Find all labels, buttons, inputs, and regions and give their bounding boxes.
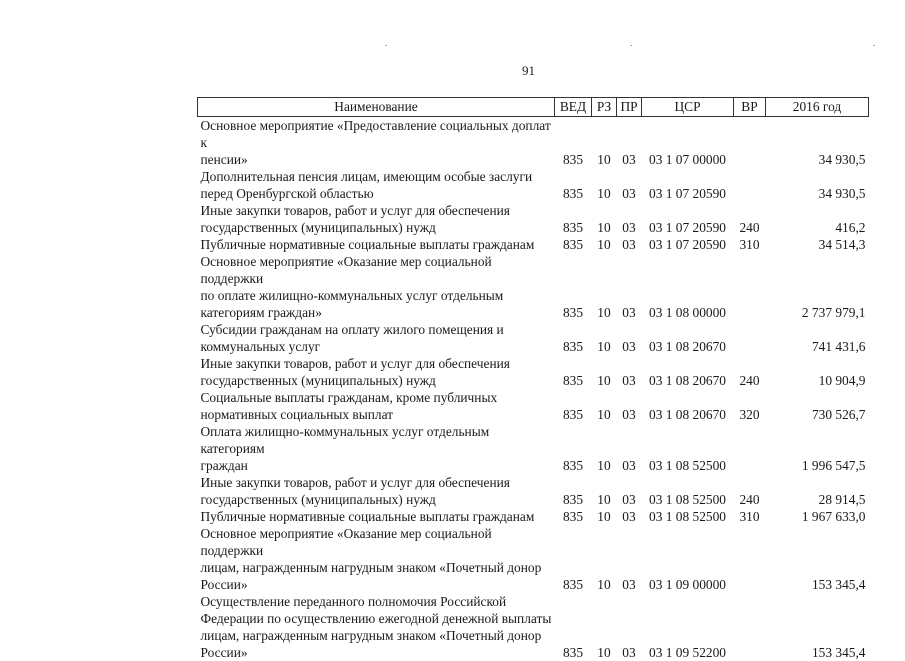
row-rz: 10: [592, 117, 617, 169]
row-csr: 03 1 07 20590: [642, 202, 734, 236]
row-ved: 835: [555, 474, 592, 508]
header-ved: ВЕД: [555, 98, 592, 117]
row-csr: 03 1 08 20670: [642, 355, 734, 389]
row-name: Публичные нормативные социальные выплаты гражданам: [198, 236, 555, 253]
row-vr: 310: [734, 236, 766, 253]
row-name: Основное мероприятие «Предоставление социальных доплат к пенсии»: [198, 117, 555, 169]
header-pr: ПР: [617, 98, 642, 117]
row-vr: [734, 423, 766, 474]
row-vr: [734, 321, 766, 355]
table-row: [198, 236, 869, 253]
row-pr: 03: [617, 593, 642, 661]
header-year: 2016 год: [766, 98, 869, 117]
row-pr: 03: [617, 423, 642, 474]
row-vr: 310: [734, 508, 766, 525]
row-name: Оплата жилищно-коммунальных услуг отдельным категориям граждан: [198, 423, 555, 474]
row-vr: 240: [734, 355, 766, 389]
row-ved: 835: [555, 525, 592, 593]
row-pr: 03: [617, 508, 642, 525]
row-csr: 03 1 08 20670: [642, 321, 734, 355]
table-row: [198, 508, 869, 525]
table-row: [198, 253, 869, 321]
row-ved: 835: [555, 202, 592, 236]
row-ved: 835: [555, 423, 592, 474]
table-body: [198, 117, 869, 661]
table-header-row: [198, 98, 869, 117]
page-number: 91: [522, 63, 535, 79]
row-vr: [734, 253, 766, 321]
row-rz: 10: [592, 355, 617, 389]
row-vr: [734, 168, 766, 202]
budget-table: [197, 97, 869, 661]
row-amount: 34 930,5: [766, 168, 869, 202]
row-rz: 10: [592, 168, 617, 202]
row-name: Иные закупки товаров, работ и услуг для обеспечения государственных (муниципальных) нужд: [198, 474, 555, 508]
row-csr: 03 1 09 52200: [642, 593, 734, 661]
row-pr: 03: [617, 117, 642, 169]
row-rz: 10: [592, 389, 617, 423]
row-rz: 10: [592, 525, 617, 593]
header-name: Наименование: [198, 98, 555, 117]
row-vr: 320: [734, 389, 766, 423]
row-csr: 03 1 08 00000: [642, 253, 734, 321]
row-name: Субсидии гражданам на оплату жилого помещения и коммунальных услуг: [198, 321, 555, 355]
row-name: Публичные нормативные социальные выплаты гражданам: [198, 508, 555, 525]
table-row: [198, 474, 869, 508]
row-rz: 10: [592, 236, 617, 253]
row-rz: 10: [592, 321, 617, 355]
table-row: [198, 321, 869, 355]
row-amount: 10 904,9: [766, 355, 869, 389]
row-vr: [734, 117, 766, 169]
row-rz: 10: [592, 508, 617, 525]
scan-speck: .: [873, 38, 875, 48]
table-row: [198, 202, 869, 236]
row-name: Осуществление переданного полномочия Российской Федерации по осуществлению ежегодной денежной выплаты лицам, награжденным нагрудным знаком «Почетный донор России»: [198, 593, 555, 661]
scan-speck: .: [630, 38, 632, 48]
row-csr: 03 1 08 20670: [642, 389, 734, 423]
row-vr: [734, 593, 766, 661]
table-row: [198, 168, 869, 202]
row-vr: 240: [734, 474, 766, 508]
table-row: [198, 117, 869, 169]
row-pr: 03: [617, 253, 642, 321]
row-amount: 153 345,4: [766, 593, 869, 661]
header-rz: РЗ: [592, 98, 617, 117]
row-name: Иные закупки товаров, работ и услуг для обеспечения государственных (муниципальных) нужд: [198, 202, 555, 236]
row-rz: 10: [592, 593, 617, 661]
row-rz: 10: [592, 474, 617, 508]
row-amount: 2 737 979,1: [766, 253, 869, 321]
row-pr: 03: [617, 321, 642, 355]
table-row: [198, 525, 869, 593]
row-amount: 153 345,4: [766, 525, 869, 593]
table-row: [198, 423, 869, 474]
row-ved: 835: [555, 389, 592, 423]
row-ved: 835: [555, 593, 592, 661]
row-csr: 03 1 08 52500: [642, 508, 734, 525]
row-amount: 741 431,6: [766, 321, 869, 355]
row-pr: 03: [617, 168, 642, 202]
row-csr: 03 1 08 52500: [642, 474, 734, 508]
row-amount: 730 526,7: [766, 389, 869, 423]
row-ved: 835: [555, 253, 592, 321]
row-amount: 416,2: [766, 202, 869, 236]
row-rz: 10: [592, 423, 617, 474]
row-name: Социальные выплаты гражданам, кроме публичных нормативных социальных выплат: [198, 389, 555, 423]
row-name: Дополнительная пенсия лицам, имеющим особые заслуги перед Оренбургской областью: [198, 168, 555, 202]
row-amount: 1 967 633,0: [766, 508, 869, 525]
row-amount: 1 996 547,5: [766, 423, 869, 474]
row-ved: 835: [555, 321, 592, 355]
row-pr: 03: [617, 202, 642, 236]
row-vr: [734, 525, 766, 593]
row-name: Основное мероприятие «Оказание мер социальной поддержки лицам, награжденным нагрудным знаком «Почетный донор России»: [198, 525, 555, 593]
header-csr: ЦСР: [642, 98, 734, 117]
row-pr: 03: [617, 525, 642, 593]
row-ved: 835: [555, 508, 592, 525]
row-pr: 03: [617, 474, 642, 508]
row-csr: 03 1 08 52500: [642, 423, 734, 474]
row-csr: 03 1 09 00000: [642, 525, 734, 593]
row-name: Иные закупки товаров, работ и услуг для обеспечения государственных (муниципальных) нужд: [198, 355, 555, 389]
row-name: Основное мероприятие «Оказание мер социальной поддержки по оплате жилищно-коммунальных услуг отдельным категориям граждан»: [198, 253, 555, 321]
row-ved: 835: [555, 117, 592, 169]
row-amount: 34 930,5: [766, 117, 869, 169]
table-row: [198, 355, 869, 389]
row-amount: 28 914,5: [766, 474, 869, 508]
row-vr: 240: [734, 202, 766, 236]
row-ved: 835: [555, 355, 592, 389]
header-vr: ВР: [734, 98, 766, 117]
row-amount: 34 514,3: [766, 236, 869, 253]
row-pr: 03: [617, 355, 642, 389]
table-row: [198, 389, 869, 423]
row-rz: 10: [592, 202, 617, 236]
row-ved: 835: [555, 236, 592, 253]
row-ved: 835: [555, 168, 592, 202]
row-csr: 03 1 07 20590: [642, 168, 734, 202]
row-pr: 03: [617, 389, 642, 423]
row-csr: 03 1 07 00000: [642, 117, 734, 169]
row-pr: 03: [617, 236, 642, 253]
row-rz: 10: [592, 253, 617, 321]
scan-speck: .: [385, 38, 387, 48]
row-csr: 03 1 07 20590: [642, 236, 734, 253]
table-row: [198, 593, 869, 661]
